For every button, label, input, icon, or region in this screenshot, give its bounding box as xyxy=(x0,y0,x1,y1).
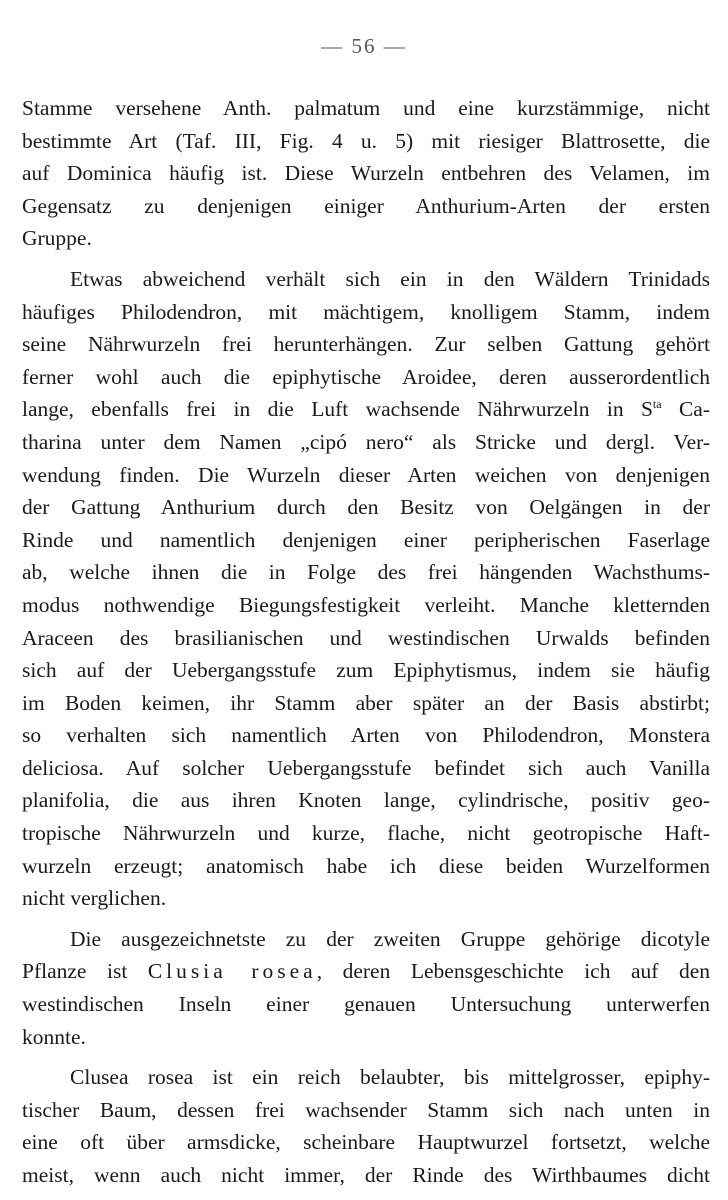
text-line: deliciosa. Auf solcher Uebergangsstufe befindet sich auch Vanilla xyxy=(22,755,710,780)
text-line: tropische Nährwurzeln und kurze, flache, nicht geotropische Haft- xyxy=(22,821,710,846)
text-line: nicht verglichen. xyxy=(22,886,167,911)
text-line: seine Nährwurzeln frei herunterhängen. Zur selben Gattung gehört xyxy=(22,332,710,357)
text-fragment: Ca- xyxy=(678,397,710,422)
text-line: der Gattung Anthurium durch den Besitz von Oelgängen in der xyxy=(22,495,710,520)
text-line: tharina unter dem Namen „cipó nero“ als Stricke und dergl. Ver- xyxy=(22,429,710,454)
text-line: wurzeln erzeugt; anatomisch habe ich diese beiden Wurzelformen xyxy=(22,853,710,878)
text-line: Stamme versehene Anth. palmatum und eine kurzstämmige, nicht xyxy=(22,96,710,120)
paragraph-3 xyxy=(22,923,710,1053)
text-line: Gruppe. xyxy=(22,226,92,251)
text-line: wendung finden. Die Wurzeln dieser Arten weichen von denjenigen xyxy=(22,462,710,487)
text-line: Clusea rosea ist ein reich belaubter, bis mittelgrosser, epiphy- xyxy=(70,1065,710,1090)
species-name: Clusia rosea xyxy=(147,959,317,984)
text-line: sich auf der Uebergangsstufe zum Epiphytismus, indem sie häufig xyxy=(22,658,710,683)
text-line: tischer Baum, dessen frei wachsender Stamm sich nach unten in xyxy=(22,1097,710,1122)
text-line: im Boden keimen, ihr Stamm aber später an der Basis abstirbt; xyxy=(22,690,710,715)
text-line: auf Dominica häufig ist. Diese Wurzeln entbehren des Velamen, im xyxy=(22,161,710,186)
text-line: ferner wohl auch die epiphytische Aroidee, deren ausserordentlich xyxy=(22,364,710,389)
text-line: westindischen Inseln einer genauen Untersuchung unterwerfen xyxy=(22,992,710,1017)
text-body xyxy=(22,92,710,1192)
text-line xyxy=(22,955,710,988)
text-line: Araceen des brasilianischen und westindischen Urwalds befinden xyxy=(22,625,710,650)
text-line: so verhalten sich namentlich Arten von Philodendron, Monstera xyxy=(22,723,710,748)
text-line: eine oft über armsdicke, scheinbare Hauptwurzel fortsetzt, welche xyxy=(22,1130,710,1155)
text-line: meist, wenn auch nicht immer, der Rinde des Wirthbaumes dicht xyxy=(22,1163,710,1187)
text-line: häufiges Philodendron, mit mächtigem, knolligem Stamm, indem xyxy=(22,299,710,324)
paragraph-1 xyxy=(22,92,710,255)
text-fragment: , deren Lebensgeschichte ich auf den xyxy=(316,959,711,984)
text-line: Die ausgezeichnetste zu der zweiten Gruppe gehörige dicotyle xyxy=(70,926,710,951)
superscript: ta xyxy=(652,397,662,412)
paragraph-2 xyxy=(22,263,710,915)
text-fragment: Pflanze ist xyxy=(22,959,148,984)
paragraph-4 xyxy=(22,1061,710,1191)
text-line: konnte. xyxy=(22,1024,86,1049)
text-line: Gegensatz zu denjenigen einiger Anthurium-Arten der ersten xyxy=(22,193,710,218)
text-line: bestimmte Art (Taf. III, Fig. 4 u. 5) mit riesiger Blattrosette, die xyxy=(22,128,710,153)
text-line: planifolia, die aus ihren Knoten lange, cylindrische, positiv geo- xyxy=(22,788,710,813)
page-number-header: — 56 — xyxy=(321,34,407,58)
text-line: Etwas abweichend verhält sich ein in den Wäldern Trinidads xyxy=(70,266,710,291)
text-fragment: lange, ebenfalls frei in die Luft wachsende Nährwurzeln in S xyxy=(22,397,653,422)
text-line: Rinde und namentlich denjenigen einer peripherischen Faserlage xyxy=(22,527,710,552)
text-line: modus nothwendige Biegungsfestigkeit verleiht. Manche kletternden xyxy=(22,592,710,617)
text-line xyxy=(22,393,710,426)
text-line: ab, welche ihnen die in Folge des frei hängenden Wachsthums- xyxy=(22,560,710,585)
